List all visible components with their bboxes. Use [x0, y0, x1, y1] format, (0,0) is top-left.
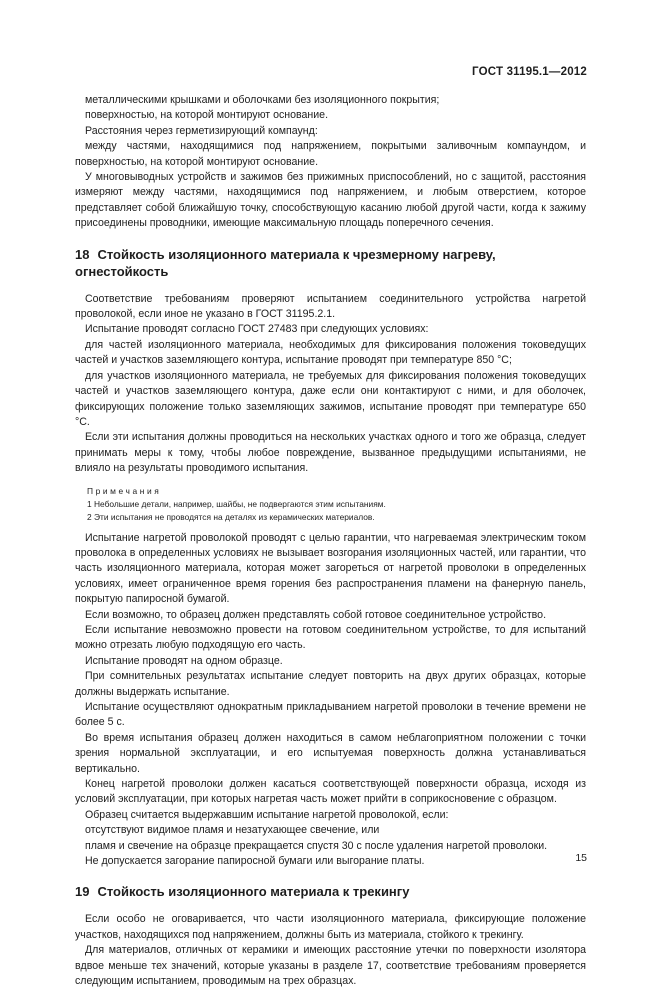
document-body [75, 93, 586, 990]
paragraph: отсутствуют видимое пламя и незатухающее свечение, или [85, 824, 380, 837]
paragraph: Если особо не оговаривается, что части изоляционного материала, фиксирующие положение участков, находящихся под напряжением, должны быть из материала, стойкого к трекингу. [75, 913, 586, 941]
text-line: поверхностью, на которой монтируют основание. [85, 109, 329, 122]
paragraph: для участков изоляционного материала, не требуемых для фиксирования положения токоведущих частей и участков заземляющего контура, даже если они контактируют с ними, и для оболочек, фиксирующих положение только заземляющих зажимов, испытание проводят при температуре 650 °С. [75, 369, 586, 428]
paragraph: Во время испытания образец должен находиться в самом неблагоприятном положении с точки зрения нормальной эксплуатации, и его испытуемая поверхность должна устанавливаться вертикально. [75, 731, 586, 775]
section-title: Стойкость изоляционного материала к трекингу [97, 884, 410, 900]
section-title: Стойкость изоляционного материала к чрезмерному нагреву, огнестойкость [75, 246, 496, 279]
paragraph: для частей изоляционного материала, необходимых для фиксирования положения токоведущих частей и участков заземляющего контура, испытание проводят при температуре 850 °С; [75, 338, 586, 367]
paragraph: Если возможно, то образец должен представлять собой готовое соединительное устройство. [85, 608, 547, 621]
paragraph: Испытание проводят согласно ГОСТ 27483 при следующих условиях: [85, 323, 429, 336]
notes-title: Примечания [87, 485, 162, 496]
page-number: 15 [575, 852, 587, 864]
paragraph: Если эти испытания должны проводиться на нескольких участках одного и того же образца, следует принимать меры к тому, чтобы любое повреждение, вызванное предыдущими испытаниями, не влияло на результаты проводимого испытания. [75, 431, 586, 475]
paragraph: между частями, находящимися под напряжением, покрытыми заливочным компаундом, и поверхностью, на которой монтируют основание. [75, 140, 586, 168]
paragraph: У многовыводных устройств и зажимов без прижимных приспособлений, но с защитой, расстояния измеряют между частями, находящимися под напряжением, и любым отверстием, которое представляет собой ближайшую точку, способствующую касанию любой другой части, когда к зажиму присоединены проводники, имеющие максимальную площадь поперечного сечения. [75, 171, 586, 230]
paragraph: пламя и свечение на образце прекращается спустя 30 с после удаления нагретой проволоки. [85, 839, 548, 852]
paragraph: Не допускается загорание папиросной бумаги или выгорание платы. [85, 855, 425, 868]
note-item: 2 Эти испытания не проводятся на деталях из керамических материалов. [87, 511, 375, 522]
section-number: 18 [75, 246, 90, 262]
standard-header: ГОСТ 31195.1—2012 [472, 66, 587, 78]
paragraph: Испытание нагретой проволокой проводят с целью гарантии, что нагреваемая электрическим током проволока в определенных условиях не вызывает возгорания изоляционных частей, или гарантии, что часть изоляционного материала, которая может загореться от нагретой проволоки в определенных условиях, имеет ограниченное время горения без распространения пламени на фанерную панель, покрытую папиросной бумагой. [75, 531, 586, 606]
paragraph: Образец считается выдержавшим испытание нагретой проволокой, если: [85, 808, 449, 821]
paragraph: Расстояния через герметизирующий компаунд: [85, 124, 318, 137]
paragraph: Испытание проводят на одном образце. [85, 654, 283, 667]
text-line: металлическими крышками и оболочками без изоляционного покрытия; [85, 94, 440, 106]
paragraph: При сомнительных результатах испытание следует повторить на двух других образцах, которые должны выдержать испытание. [75, 670, 586, 698]
paragraph: Испытание осуществляют однократным прикладыванием нагретой проволоки в течение времени не более 5 с. [75, 701, 586, 729]
paragraph: Соответствие требованиям проверяют испытанием соединительного устройства нагретой проволокой, если иное не указано в ГОСТ 31195.2.1. [75, 292, 586, 321]
paragraph: Для материалов, отличных от керамики и имеющих расстояние утечки по поверхности изолятора вдвое меньше тех значений, которые указаны в разделе 17, соответствие требованиям проверяется следующим испытанием, проводимым на трех образцах. [75, 944, 586, 988]
section-number: 19 [75, 884, 90, 900]
paragraph: Конец нагретой проволоки должен касаться соответствующей поверхности образца, исходя из условий эксплуатации, при которых нагретая часть может прийти в соприкосновение с образцом. [75, 778, 586, 806]
note-item: 1 Небольшие детали, например, шайбы, не подвергаются этим испытаниям. [87, 498, 386, 509]
section-19-heading [75, 883, 586, 900]
paragraph: Если испытание невозможно провести на готовом соединительном устройстве, то для испытаний можно отрезать любую подходящую его часть. [75, 623, 586, 652]
section-18-heading [75, 246, 586, 280]
